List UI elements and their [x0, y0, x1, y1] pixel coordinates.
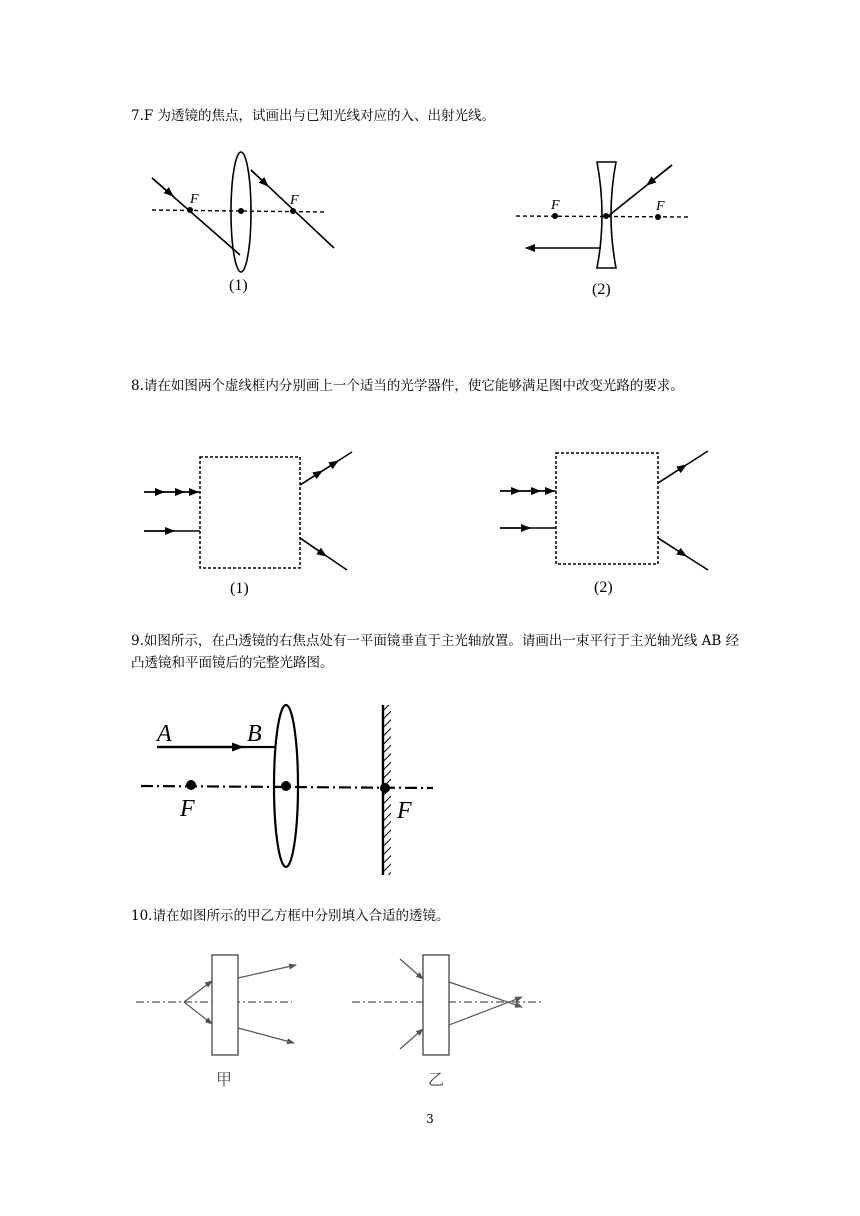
ray-arrow [316, 461, 338, 475]
emergent-ray [449, 982, 522, 1007]
incident-ray [400, 1029, 423, 1049]
question-7-text: 7.F 为透镜的焦点，试画出与已知光线对应的入、出射光线。 [131, 108, 496, 124]
figure-label-2: (2) [592, 281, 611, 298]
dashed-box-figure-1 [144, 452, 352, 597]
focus-point-left [552, 213, 558, 219]
box-yi[interactable] [423, 955, 449, 1055]
label-jia: 甲 [216, 1072, 233, 1089]
box-jia-figure [136, 955, 296, 1089]
question-10-text: 10.请在如图所示的甲乙方框中分别填入合适的透镜。 [131, 908, 450, 924]
ray-arrow [251, 170, 268, 186]
ray-arrow [300, 538, 326, 556]
point-a-label: A [157, 721, 172, 747]
dashed-box [556, 453, 658, 564]
focus-label-left: F [180, 796, 195, 822]
focus-label: F [190, 192, 199, 207]
figure-7 [140, 140, 720, 305]
ray-arrow [658, 538, 686, 556]
principal-axis [516, 216, 690, 217]
incident-ray [400, 959, 423, 979]
emergent-ray [238, 1028, 294, 1043]
optical-center [281, 781, 291, 791]
focus-label-right: F [397, 798, 412, 824]
ray-arrow [658, 465, 686, 483]
focus-label: F [551, 198, 560, 213]
focus-label: F [656, 199, 665, 214]
dashed-box-figure-2 [500, 451, 708, 596]
figure-8 [140, 440, 720, 605]
question-8-text: 8.请在如图两个虚线框内分别画上一个适当的光学器件，使它能够满足图中改变光路的要求。 [131, 378, 684, 394]
emergent-ray [238, 965, 296, 978]
mirror-hatching [384, 705, 391, 875]
page-number: 3 [426, 1112, 434, 1126]
figure-9 [135, 695, 455, 880]
question-9-text: 9.如图所示，在凸透镜的右焦点处有一平面镜垂直于主光轴放置。请画出一束平行于主光轴光线 AB 经凸透镜和平面镜后的完整光路图。 [131, 633, 740, 671]
figure-label-2: (2) [594, 579, 613, 596]
figure-label-1: (1) [229, 277, 248, 294]
ray-arrow [152, 178, 173, 196]
incident-ray [184, 981, 212, 1002]
label-yi: 乙 [428, 1072, 445, 1089]
convex-lens-figure-1 [152, 152, 334, 294]
figure-10 [132, 945, 552, 1095]
box-jia[interactable] [212, 955, 238, 1055]
box-yi-figure [352, 955, 544, 1089]
figure-label-1: (1) [230, 580, 249, 597]
focus-label: F [290, 193, 299, 208]
point-b-label: B [247, 721, 262, 747]
dashed-box [200, 457, 300, 568]
concave-lens-figure-2 [516, 162, 690, 298]
focus-point-left [186, 780, 196, 790]
optical-center [238, 208, 244, 214]
incident-ray [184, 1002, 212, 1024]
ray-arrow [647, 165, 672, 185]
focus-point-right [655, 214, 661, 220]
emergent-ray [449, 997, 522, 1025]
